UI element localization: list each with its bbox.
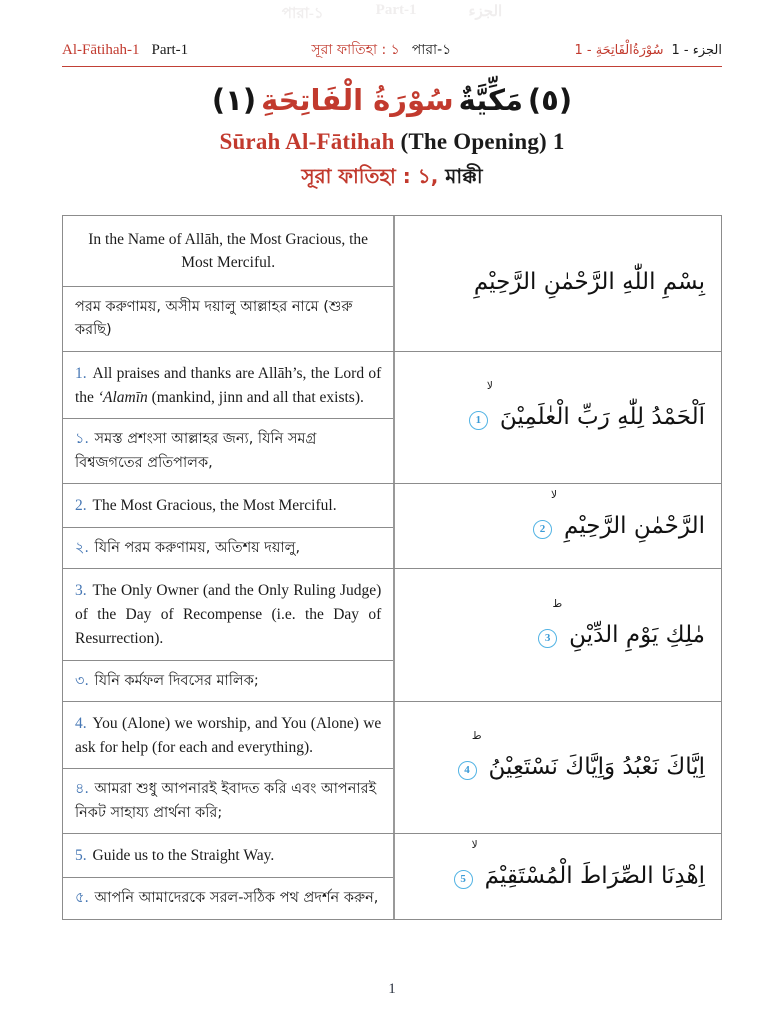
english-translation-cell: [63, 352, 393, 419]
arabic-verse-text: [474, 261, 705, 305]
arabic-verse-text: [536, 597, 705, 658]
translation-column: [63, 216, 393, 351]
verse-number-en: 4.: [75, 715, 87, 733]
arabic-cell: [393, 216, 721, 351]
ayah-number-marker: [538, 597, 563, 657]
verse-row-1: [63, 351, 721, 483]
verse-row-5: [63, 833, 721, 918]
surah-name-arabic: سُوْرَةُ الْفَاتِحَةِ: [261, 83, 454, 117]
arabic-text: الرَّحْمٰنِ الرَّحِيْمِ: [564, 513, 705, 539]
surah-title-bangla-red: সূরা ফাতিহা : ১,: [301, 163, 439, 188]
header-right: [574, 43, 722, 58]
stop-sign-mark: لا: [551, 489, 558, 501]
translation-column: [63, 569, 393, 701]
surah-title-bangla: [62, 162, 722, 195]
surah-number-arabic: (١): [211, 83, 257, 117]
bangla-translation-cell: [63, 419, 393, 483]
english-translation-cell: [63, 216, 393, 287]
bangla-translation-cell: [63, 878, 393, 918]
translation-column: [63, 834, 393, 918]
surah-makki-arabic: مَكِّيَّةٌ: [458, 83, 523, 117]
arabic-verse-text: [531, 489, 705, 549]
translation-column: [63, 702, 393, 833]
header-part-en: Part-1: [151, 42, 189, 58]
bangla-text: যিনি কর্মফল দিবসের মালিক;: [94, 672, 259, 689]
bangla-translation-cell: [63, 287, 393, 351]
stop-sign-mark: لا: [471, 839, 478, 852]
ayah-number-marker: [454, 839, 478, 898]
verse-row-4: [63, 701, 721, 833]
bangla-text: আপনি আমাদেরকে সরল-সঠিক পথ প্রদর্শন করুন,: [94, 890, 379, 907]
header-juz-ar: الجزء - 1: [671, 43, 722, 58]
arabic-verse-text: [467, 380, 705, 440]
surah-title-arabic: [62, 79, 722, 123]
arabic-cell: [393, 834, 721, 918]
stop-sign-mark: لا: [486, 380, 493, 393]
translation-column: [63, 484, 393, 568]
english-text-after: (mankind, jinn and all that exists).: [147, 388, 364, 406]
bangla-text: যিনি পরম করুণাময়, অতিশয় দয়ালু,: [94, 539, 301, 556]
ayah-number-marker: [533, 489, 558, 548]
arabic-cell: [393, 702, 721, 833]
verse-row-2: [63, 483, 721, 568]
verse-number-bn: ১.: [75, 431, 90, 448]
arabic-text: مٰلِكِ يَوْمِ الدِّيْنِ: [569, 621, 705, 648]
arabic-verse-text: [456, 730, 705, 790]
ayah-number-circle: 1: [469, 411, 488, 430]
ghost-text-part: Part-1: [375, 2, 417, 18]
surah-title-english: [62, 129, 722, 155]
arabic-cell: [393, 569, 721, 701]
surah-title-english-black: (The Opening) 1: [394, 128, 565, 154]
stop-sign-mark: ط: [471, 730, 482, 743]
english-translation-cell: [63, 484, 393, 528]
surah-title-english-red: Sūrah Al-Fātihah: [219, 128, 395, 154]
arabic-text: اِهْدِنَا الصِّرَاطَ الْمُسْتَقِيْمَ: [484, 863, 705, 890]
bangla-text: আমরা শুধু আপনারই ইবাদত করি এবং আপনারই নিকট সাহায্য প্রার্থনা করি;: [75, 781, 377, 821]
english-text: All praises and thanks are Allāh’s, the Lord of the: [75, 364, 382, 406]
ayah-number-marker: [458, 730, 482, 789]
verse-number-bn: ২.: [75, 539, 90, 556]
verse-number-en: 5.: [75, 847, 87, 865]
verse-number-bn: ৪.: [75, 781, 90, 798]
english-text: In the Name of Allāh, the Most Gracious, the Most Merciful.: [88, 230, 369, 272]
ayah-number-marker: [469, 380, 493, 439]
verse-number-en: 3.: [75, 582, 87, 600]
arabic-cell: [393, 352, 721, 483]
bleed-through-text: [0, 2, 784, 27]
english-text: The Only Owner (and the Only Ruling Judge) of the Day of Recompense (i.e. the Day of Resurrection).: [75, 582, 382, 647]
header-rule: [62, 66, 722, 67]
arabic-cell: [393, 484, 721, 568]
header-para-bn: পারা-১: [411, 42, 452, 58]
arabic-verse-text: [452, 839, 705, 899]
ayah-number-circle: 4: [458, 761, 477, 780]
bangla-text: সমস্ত প্রশংসা আল্লাহর জন্য, যিনি সমগ্র বিশ্বজগতের প্রতিপালক,: [75, 431, 317, 471]
header-surah-name-en: Al-Fātihah-1: [62, 42, 140, 58]
verse-number-en: 2.: [75, 497, 87, 515]
ayah-number-circle: 3: [538, 629, 557, 648]
header-left: [62, 42, 188, 59]
page-number: 1: [388, 981, 396, 997]
header-surah-name-bn: সূরা ফাতিহা : ১: [311, 42, 400, 58]
english-text: Guide us to the Straight Way.: [92, 847, 275, 865]
ayah-number-circle: 2: [533, 520, 552, 539]
header-center: [311, 38, 451, 62]
verse-number-bn: ৩.: [75, 672, 90, 689]
english-translation-cell: [63, 834, 393, 878]
arabic-text: بِسْمِ اللّٰهِ الرَّحْمٰنِ الرَّحِيْمِ: [473, 269, 705, 296]
header-surah-name-ar: سُوْرَةُالْفَاتِحَةِ - 1: [574, 43, 664, 58]
verse-number-bn: ৫.: [75, 890, 90, 907]
bangla-translation-cell: [63, 661, 393, 701]
english-text: You (Alone) we worship, and You (Alone) we ask for help (for each and everything).: [75, 715, 382, 756]
ghost-text-para: পারা-১: [281, 6, 324, 22]
verse-number-en: 1.: [75, 364, 87, 382]
ayah-count-arabic: (٥): [527, 83, 573, 117]
surah-title-bangla-black: মাক্কী: [438, 163, 483, 188]
arabic-text: اَلْحَمْدُ لِلّٰهِ رَبِّ الْعٰلَمِيْنَ: [499, 404, 705, 431]
ayah-number-circle: 5: [454, 870, 473, 889]
arabic-text: اِيَّاكَ نَعْبُدُ وَاِيَّاكَ نَسْتَعِيْنُ: [488, 754, 705, 781]
bangla-text: পরম করুণাময়, অসীম দয়ালু আল্লাহর নামে (শুরু করছি): [75, 298, 353, 339]
verse-row-bismillah: [63, 216, 721, 351]
english-translation-cell: [63, 569, 393, 660]
ghost-text-juz: الجزء: [468, 4, 503, 20]
verse-row-3: [63, 568, 721, 701]
stop-sign-mark: ط: [552, 597, 563, 610]
bangla-translation-cell: [63, 769, 393, 833]
english-text: The Most Gracious, the Most Merciful.: [92, 497, 337, 515]
translation-column: [63, 352, 393, 483]
bangla-translation-cell: [63, 528, 393, 568]
english-translation-cell: [63, 702, 393, 769]
english-text-italic: ‘Alamīn: [97, 388, 148, 406]
verse-table: [62, 215, 722, 920]
